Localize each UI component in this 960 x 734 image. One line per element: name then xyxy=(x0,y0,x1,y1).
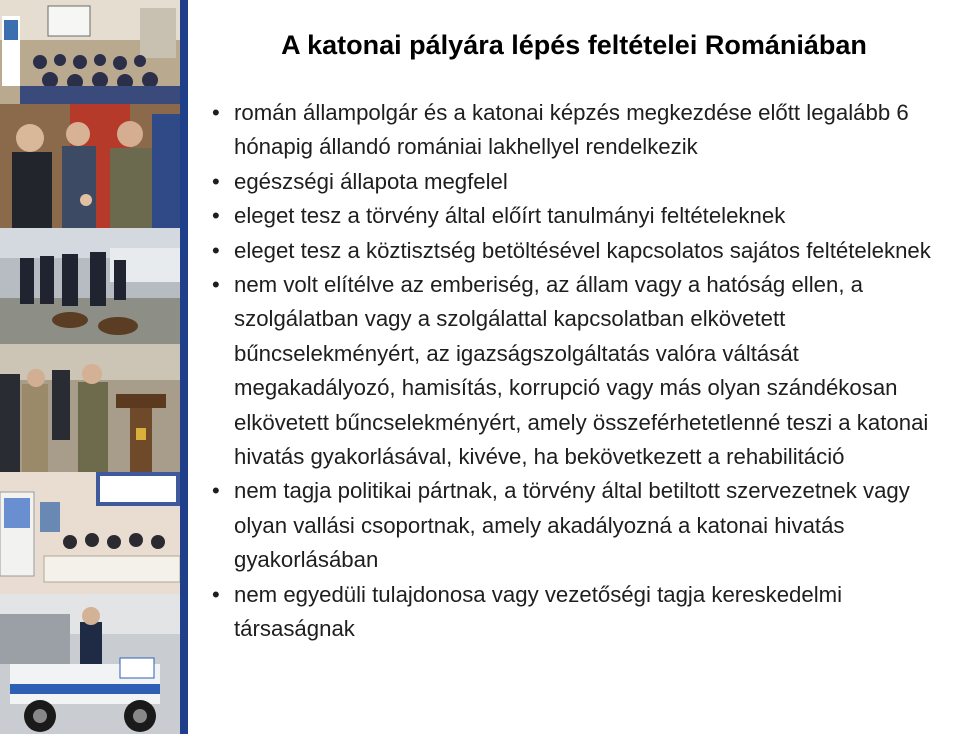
photo-conference-hall xyxy=(0,0,180,104)
photo-meeting-room xyxy=(0,472,180,594)
bullet-item xyxy=(212,199,960,233)
bullet-text: egészségi állapota megfelel xyxy=(234,168,508,194)
bullet-item xyxy=(212,234,960,268)
bullet-text: nem tagja politikai pártnak, a törvény által betiltott szervezetnek vagy olyan vallási csoportnak, amely akadályozná a katonai hivatás gyakorlásában xyxy=(234,478,910,573)
bullet-text: nem egyedüli tulajdonosa vagy vezetőségi tagja kereskedelmi társaságnak xyxy=(234,581,843,642)
accent-bar xyxy=(180,0,188,734)
bullet-marker: • xyxy=(212,581,220,607)
bullet-marker: • xyxy=(212,168,220,194)
photo-officers-handshake xyxy=(0,104,180,228)
bullet-marker: • xyxy=(212,237,220,263)
bullet-marker: • xyxy=(212,272,220,298)
bullet-item xyxy=(212,96,960,165)
bullet-marker: • xyxy=(212,203,220,229)
bullet-marker: • xyxy=(212,100,220,125)
bullet-text: román állampolgár és a katonai képzés megkezdése előtt legalább 6 hónapig állandó romániai lakhellyel rendelkezik xyxy=(234,100,909,160)
bullet-list xyxy=(212,96,960,647)
photo-police-motorcycle xyxy=(0,594,180,734)
bullet-text: eleget tesz a törvény által előírt tanulmányi feltételeknek xyxy=(234,203,786,229)
photo-police-dogs xyxy=(0,228,180,344)
bullet-marker: • xyxy=(212,478,220,504)
bullet-text: nem volt elítélve az emberiség, az állam vagy a hatóság ellen, a szolgálatban vagy a szolgálattal kapcsolatban elkövetett bűncselekményért, az igazságszolgáltatás valóra váltását megakadályozó, hamisítás, korrupció vagy más olyan szándékosan elkövetett bűncselekményért, amely összeférhetetlenné teszi a katonai hivatás gyakorlásával, kivéve, ha bekövetkezett a rehabilitáció xyxy=(234,272,929,470)
bullet-text: eleget tesz a köztisztség betöltésével kapcsolatos sajátos feltételeknek xyxy=(234,237,931,263)
photo-collage xyxy=(0,0,180,734)
bullet-item xyxy=(212,474,960,577)
bullet-item xyxy=(212,578,960,647)
slide-title: A katonai pályára lépés feltételei Romániában xyxy=(281,30,867,60)
photo-military-ceremony xyxy=(0,344,180,472)
bullet-item xyxy=(212,268,960,474)
bullet-item xyxy=(212,165,960,199)
